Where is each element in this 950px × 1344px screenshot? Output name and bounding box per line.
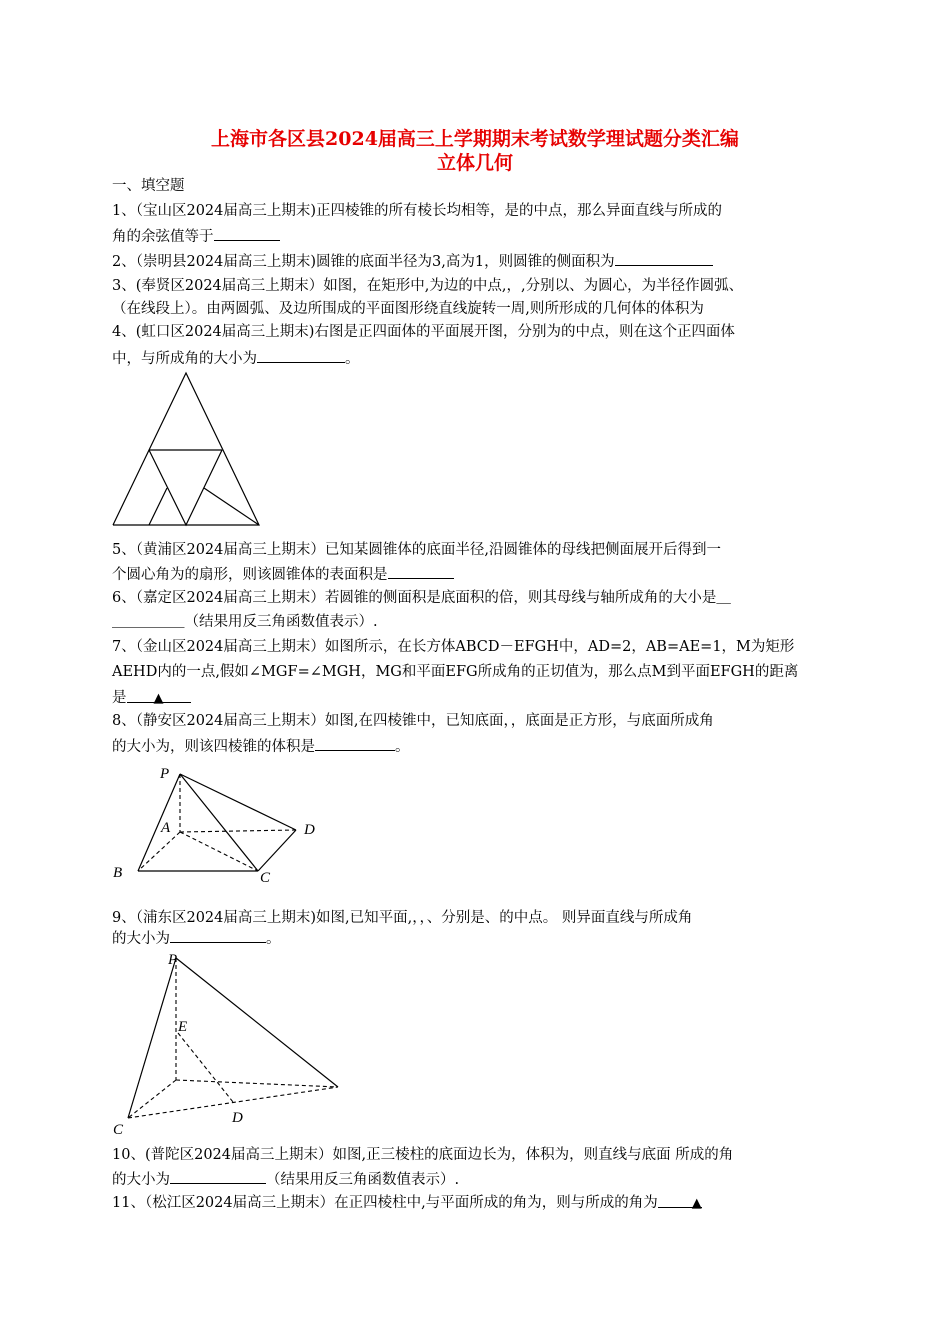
problem-1-line-2: 角的余弦值等于 [112,226,280,247]
vertex-label-P: P [160,766,170,782]
vertex-label-A: A [161,820,171,836]
problem-5-line-2: 个圆心角为的扇形，则该圆锥体的表面积是 [112,564,454,585]
problem-5-line-1: 5、（黄浦区2024届高三上期末）已知某圆锥体的底面半径,沿圆锥体的母线把侧面展开后得到一 [112,542,721,558]
answer-blank [315,736,395,751]
answer-blank [658,1193,702,1211]
problem-9-line-2: 的大小为 。 [112,928,281,949]
tetrahedron-net-figure [110,370,262,528]
problem-3-line-1: 3、(奉贤区2024届高三上期末）如图，在矩形中,为边的中点,，,分别以、为圆心，为半径作圆弧、 [112,278,744,294]
problem-7-line-2: AEHD内的一点,假如∠MGF=∠MGH，MG和平面EFG所成角的正切值为，那么点M到平面EFGH的距离 [112,664,799,680]
problem-10-line-2: 的大小为 （结果用反三角函数值表示）. [112,1169,459,1190]
point-label-E: E [178,1019,188,1035]
doc-title: 上海市各区县2024届高三上学期期末考试数学理试题分类汇编 [211,128,739,150]
answer-blank [615,251,713,266]
problem-9-line-1: 9、（浦东区2024届高三上期末)如图,已知平面,，，、分别是、的中点。 则异面直线与所成角 [112,910,693,926]
triangle-marker-icon: ▲ [153,691,164,706]
answer-blank [257,348,345,363]
problem-6-line-2: ＿＿＿＿＿（结果用反三角函数值表示）. [112,614,378,630]
problem-8-line-1: 8、（静安区2024届高三上期末）如图,在四棱锥中，已知底面，，底面是正方形，与底面所成角 [112,713,714,729]
answer-blank [214,226,280,241]
answer-blank [170,1169,266,1184]
problem-7-line-3: 是 ▲ [112,688,191,708]
problem-11-line-1: 11、（松江区2024届高三上期末）在正四棱柱中,与平面所成的角为，则与所成的角为 ▲ [112,1195,702,1211]
answer-blank [127,688,191,706]
answer-blank [170,928,266,943]
pyramid-figure [110,762,330,887]
vertex-label-C: C [113,1122,124,1138]
point-label-D: D [232,1110,243,1126]
problem-8-line-2: 的大小为，则该四棱锥的体积是 。 [112,736,410,757]
section-heading: 一、填空题 [112,178,185,194]
problem-6-line-1: 6、（嘉定区2024届高三上期末）若圆锥的侧面积是底面积的倍，则其母线与轴所成角的大小是＿ [112,590,731,606]
doc-subtitle: 立体几何 [436,152,513,174]
problem-4-line-2: 中，与所成角的大小为 。 [112,348,360,369]
vertex-label-C: C [260,870,271,886]
vertex-label-B: B [113,865,123,881]
problem-2-line-1: 2、（崇明县2024届高三上期末)圆锥的底面半径为3,高为1，则圆锥的侧面积为 [112,251,713,272]
vertex-label-D: D [304,822,315,838]
vertex-label-P: P [168,952,178,968]
triangle-marker-icon: ▲ [691,1196,702,1211]
answer-blank [388,564,454,579]
problem-10-line-1: 10、(普陀区2024届高三上期末）如图,正三棱柱的底面边长为，体积为，则直线与底面 所成的角 [112,1147,734,1163]
tetrahedron-figure [108,950,348,1140]
problem-7-line-1: 7、（金山区2024届高三上期末）如图所示，在长方体ABCD－EFGH中，AD=2，AB=AE=1，M为矩形 [112,639,795,655]
problem-3-line-2: （在线段上）。由两圆弧、及边所围成的平面图形绕直线旋转一周,则所形成的几何体的体积为 [112,301,704,317]
problem-4-line-1: 4、(虹口区2024届高三上期末)右图是正四面体的平面展开图，分别为的中点，则在这个正四面体 [112,324,735,340]
problem-1-line-1: 1、（宝山区2024届高三上期末)正四棱锥的所有棱长均相等，是的中点，那么异面直线与所成的 [112,203,723,219]
